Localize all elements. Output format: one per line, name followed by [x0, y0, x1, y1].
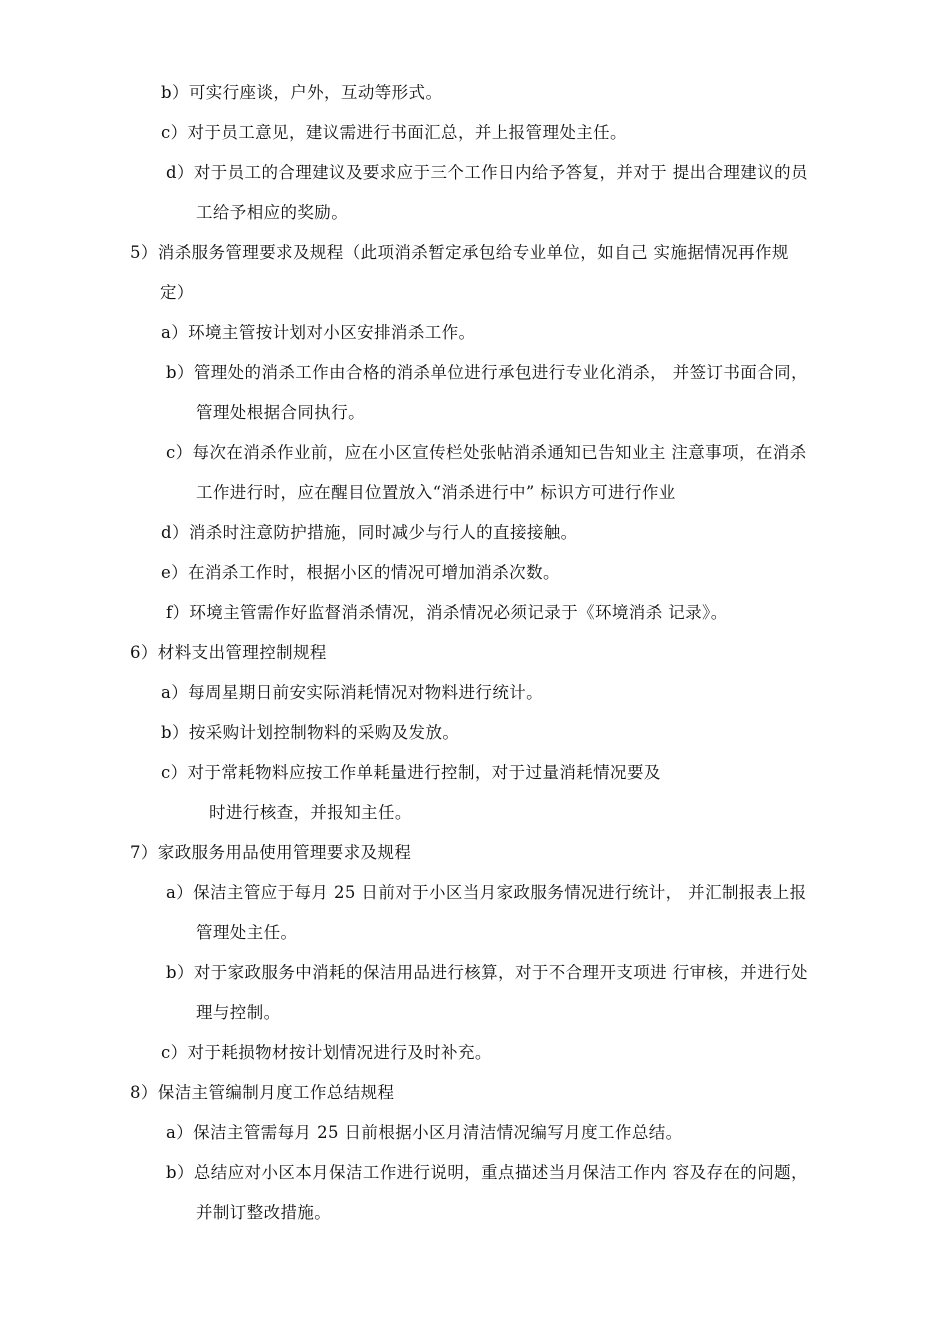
text-line: b）按采购计划控制物料的采购及发放。	[161, 723, 460, 742]
text-line: 工给予相应的奖励。	[196, 203, 349, 222]
text-line: c）每次在消杀作业前，应在小区宣传栏处张帖消杀通知已告知业主 注意事项，在消杀	[166, 443, 807, 462]
text-line: b）可实行座谈，户外，互动等形式。	[161, 83, 443, 102]
text-line: d）对于员工的合理建议及要求应于三个工作日内给予答复，并对于 提出合理建议的员	[166, 163, 808, 182]
text-line: 并制订整改措施。	[196, 1203, 332, 1222]
text-line: c）对于常耗物料应按工作单耗量进行控制，对于过量消耗情况要及	[161, 763, 661, 782]
text-line: d）消杀时注意防护措施，同时减少与行人的直接接触。	[161, 523, 578, 542]
text-line: b）总结应对小区本月保洁工作进行说明，重点描述当月保洁工作内 容及存在的问题，	[166, 1163, 808, 1182]
text-line: 时进行核查，并报知主任。	[209, 803, 412, 822]
text-line: b）对于家政服务中消耗的保洁用品进行核算，对于不合理开支项进 行审核，并进行处	[166, 963, 808, 982]
text-line: 定）	[160, 283, 194, 302]
text-line: a）保洁主管需每月 25 日前根据小区月清洁情况编写月度工作总结。	[166, 1123, 683, 1142]
text-line: f）环境主管需作好监督消杀情况，消杀情况必须记录于《环境消杀 记录》。	[166, 603, 728, 622]
text-line: 管理处主任。	[196, 923, 298, 942]
text-line: c）对于耗损物材按计划情况进行及时补充。	[161, 1043, 492, 1062]
text-line: a）环境主管按计划对小区安排消杀工作。	[161, 323, 476, 342]
section-heading: 7）家政服务用品使用管理要求及规程	[130, 843, 412, 862]
text-line: 管理处根据合同执行。	[196, 403, 365, 422]
section-heading: 6）材料支出管理控制规程	[130, 643, 327, 662]
text-line: c）对于员工意见，建议需进行书面汇总，并上报管理处主任。	[161, 123, 627, 142]
section-heading: 8）保洁主管编制月度工作总结规程	[130, 1083, 395, 1102]
text-line: a）每周星期日前安实际消耗情况对物料进行统计。	[161, 683, 544, 702]
text-line: b）管理处的消杀工作由合格的消杀单位进行承包进行专业化消杀， 并签订书面合同，	[166, 363, 808, 382]
section-heading: 5）消杀服务管理要求及规程（此项消杀暂定承包给专业单位，如自己 实施据情况再作规	[130, 243, 789, 262]
text-line: a）保洁主管应于每月 25 日前对于小区当月家政服务情况进行统计， 并汇制报表上报	[166, 883, 807, 902]
text-line: 工作进行时，应在醒目位置放入“消杀进行中” 标识方可进行作业	[196, 483, 676, 502]
text-line: 理与控制。	[196, 1003, 281, 1022]
text-line: e）在消杀工作时，根据小区的情况可增加消杀次数。	[161, 563, 560, 582]
